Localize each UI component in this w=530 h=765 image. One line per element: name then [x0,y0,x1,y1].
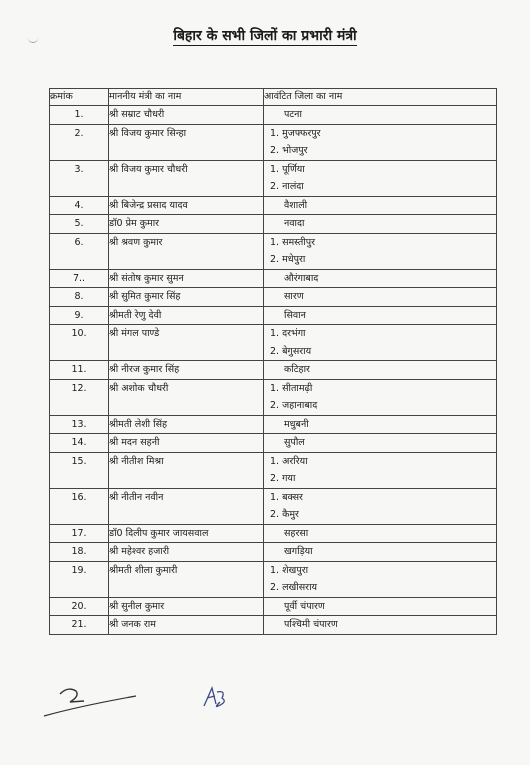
district-name: 1. बक्सर [270,491,303,503]
serial-number: 20. [71,600,87,612]
table-row [50,306,497,325]
serial-number-cell [50,124,109,160]
minister-name: डॉ0 प्रेम कुमार [109,218,160,229]
minister-name-cell [109,434,264,453]
district-cell [264,488,497,524]
district-cell [264,379,497,415]
district-name: 2. लखीसराय [270,582,318,593]
minister-name: श्री संतोष कुमार सुमन [109,272,184,284]
table-row [50,434,497,453]
table-row [50,561,497,597]
table-row [50,269,497,288]
district-cell [264,434,497,453]
serial-number: 9. [74,309,84,321]
serial-number-cell [50,415,109,434]
table-row [50,597,497,616]
minister-name-cell [109,361,264,380]
district-name: 1. मुजफ्फरपुर [270,127,321,139]
serial-number-cell [50,543,109,562]
serial-number-cell [50,379,109,415]
minister-name-cell [109,415,264,434]
table-row [50,160,497,196]
serial-number: 4. [74,199,84,211]
district-name: 2. बेगुसराय [270,345,312,357]
minister-name-cell [109,561,264,597]
minister-name-cell [109,233,264,269]
serial-number-cell [50,160,109,196]
district-name: सहरसा [284,527,309,539]
serial-number-cell [50,306,109,325]
table-row [50,124,497,160]
minister-name: श्रीमती रेणु देवी [109,309,162,321]
minister-name: श्री नीतीन नवीन [109,491,164,503]
district-name: 2. कैमुर [270,509,299,520]
table-row [50,361,497,380]
minister-name-cell [109,288,264,307]
district-name: 2. गया [270,473,296,484]
minister-name: श्री मदन सहनी [109,437,160,448]
serial-number: 8. [74,291,84,302]
table-row [50,106,497,125]
district-name: 2. मधेपुरा [270,254,306,265]
table-row [50,524,497,543]
serial-number: 12. [71,382,87,394]
serial-number-cell [50,561,109,597]
serial-number-cell [50,233,109,269]
district-name: सिवान [284,309,306,321]
district-cell [264,124,497,160]
minister-name: श्री सुनील कुमार [109,600,165,612]
district-name: पटना [284,109,302,120]
minister-name-cell [109,325,264,361]
district-name: कटिहार [284,364,310,375]
serial-number-cell [50,616,109,635]
minister-name-cell [109,379,264,415]
district-cell [264,543,497,562]
district-cell [264,106,497,125]
minister-name: श्री नीतीश मिश्रा [109,455,164,467]
minister-name: डॉ0 दिलीप कुमार जायसवाल [109,527,209,539]
serial-number: 2. [74,127,84,139]
table-header-row [50,89,497,106]
serial-number: 1. [74,109,84,120]
serial-number: 19. [71,564,87,576]
serial-number-cell [50,361,109,380]
serial-number: 21. [71,619,87,630]
minister-name: श्री बिजेन्द्र प्रसाद यादव [109,199,188,211]
district-name: 1. शेखपुरा [270,564,309,576]
district-cell [264,361,497,380]
serial-number: 11. [71,364,87,375]
table-row [50,543,497,562]
serial-number-cell [50,196,109,215]
district-name: पश्चिमी चंपारण [284,619,338,630]
minister-name-cell [109,616,264,635]
serial-number: 3. [74,163,84,175]
district-cell [264,196,497,215]
district-cell [264,325,497,361]
district-name: पूर्वी चंपारण [284,600,325,612]
district-cell [264,306,497,325]
serial-number-cell [50,488,109,524]
district-name: मधुबनी [284,418,309,430]
minister-name: श्री विजय कुमार सिन्हा [109,127,187,139]
minister-name: श्री महेश्वर हजारी [109,546,170,557]
table-row [50,233,497,269]
minister-name: श्री जनक राम [109,619,156,630]
district-cell [264,233,497,269]
minister-name-cell [109,452,264,488]
serial-number: 15. [71,455,87,467]
district-name: सारण [284,291,304,302]
minister-name-cell [109,597,264,616]
district-cell [264,597,497,616]
minister-name: श्रीमती शीला कुमारी [109,564,178,576]
district-name: 1. अररिया [270,455,308,467]
minister-name-cell [109,543,264,562]
district-cell [264,524,497,543]
district-name: खगड़िया [284,546,313,557]
district-name: नवादा [284,218,305,229]
minister-name: श्री नीरज कुमार सिंह [109,364,180,375]
minister-district-table [49,88,497,635]
page-title [0,26,530,45]
table-row [50,616,497,635]
district-cell [264,561,497,597]
minister-name: श्री सुमित कुमार सिंह [109,291,181,302]
table-row [50,452,497,488]
district-name: 2. भोजपुर [270,145,308,156]
serial-number: 6. [74,236,84,248]
serial-number-cell [50,288,109,307]
handwritten-scribble [40,682,150,722]
district-cell [264,415,497,434]
page-title-text: बिहार के सभी जिलों का प्रभारी मंत्री [173,28,357,44]
serial-number-cell [50,452,109,488]
table-row [50,415,497,434]
serial-number: 13. [71,418,87,430]
minister-name-cell [109,269,264,288]
table-row [50,196,497,215]
serial-number: 16. [71,491,87,503]
serial-number-cell [50,325,109,361]
minister-name: श्री अशोक चौधरी [109,382,169,394]
minister-name-cell [109,488,264,524]
district-cell [264,160,497,196]
minister-name-cell [109,160,264,196]
minister-name-cell [109,106,264,125]
district-cell [264,288,497,307]
district-name: 1. समस्तीपुर [270,236,316,248]
serial-number-cell [50,597,109,616]
table-row [50,379,497,415]
serial-number-cell [50,269,109,288]
table-row [50,488,497,524]
initials-signature [200,684,230,712]
minister-name: श्री विजय कुमार चौधरी [109,163,188,175]
serial-number: 17. [71,527,87,539]
serial-number-cell [50,434,109,453]
table-row [50,325,497,361]
table-row [50,288,497,307]
serial-number-cell [50,524,109,543]
minister-name-cell [109,124,264,160]
district-name: वैशाली [284,199,308,211]
table-body [50,106,497,635]
serial-number: 7.. [72,272,86,284]
minister-name: श्रीमती लेशी सिंह [109,418,168,430]
district-name: औरंगाबाद [284,272,319,284]
serial-number-cell [50,215,109,234]
minister-name-cell [109,306,264,325]
minister-name: श्री मंगल पाण्डे [109,328,160,339]
minister-name-cell [109,215,264,234]
minister-name-cell [109,524,264,543]
serial-number-cell [50,106,109,125]
district-cell [264,215,497,234]
header-district-name: आवंटित जिला का नाम [264,89,497,106]
district-name: सुपौल [284,437,305,448]
minister-name: श्री श्रवण कुमार [109,236,163,248]
district-cell [264,452,497,488]
district-name: 2. नालंदा [270,181,304,192]
serial-number: 10. [71,328,87,339]
minister-name: श्री सम्राट चौधरी [109,109,165,120]
district-name: 2. जहानाबाद [270,400,318,411]
district-name: 1. दरभंगा [270,328,306,339]
serial-number: 14. [71,437,87,448]
district-name: 1. पूर्णिया [270,163,305,175]
header-serial: क्रमांक [50,89,109,106]
header-minister-name: माननीय मंत्री का नाम [109,89,264,106]
minister-name-cell [109,196,264,215]
serial-number: 18. [71,546,87,557]
table-row [50,215,497,234]
district-cell [264,616,497,635]
district-name: 1. सीतामढ़ी [270,382,313,394]
district-cell [264,269,497,288]
serial-number: 5. [74,218,84,229]
